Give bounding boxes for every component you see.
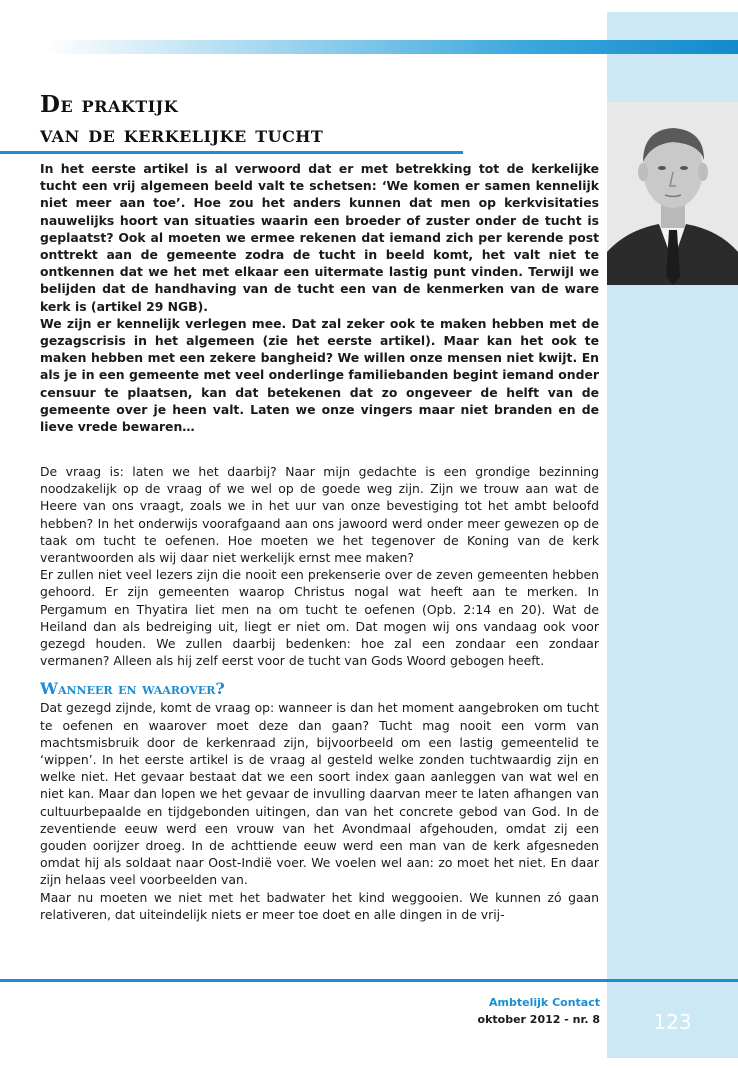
footer xyxy=(478,994,600,1028)
article-body xyxy=(40,463,599,923)
body-paragraph: Maar nu moeten we niet met het badwater het kind weggooien. We kunnen zó gaan relativeren, dat uiteindelijk niets er meer toe doet en alle dingen in de vrij- xyxy=(40,889,599,922)
article-title-line-2: van de kerkelijke tucht xyxy=(40,121,324,148)
lead-paragraph: In het eerste artikel is al verwoord dat er met betrekking tot de kerkelijke tucht een vrij algemeen beeld valt te schetsen: ‘We komen er samen kennelijk niet meer aan toe’. Hoe zou het anders kunnen dat men op kerkvisitaties nauwelijks hoort van situaties waarin een broeder of zuster onder de tucht is geplaatst? Ook al moeten we ermee rekenen dat iemand zich per kerende post onttrekt aan de gemeente zodra de tucht in beeld komt, het valt niet te ontkennen dat we het met elkaar een uitermate lastig punt vinden. Terwijl we belijden dat de handhaving van de tucht een van de kenmerken van de ware kerk is (artikel 29 NGB). xyxy=(40,161,599,314)
section-heading: Wanneer en waarover? xyxy=(40,679,225,699)
issue-info: oktober 2012 - nr. 8 xyxy=(477,1013,600,1026)
title-underline xyxy=(0,151,463,154)
page-number: 123 xyxy=(653,1010,692,1034)
author-photo xyxy=(607,102,738,285)
author-portrait-image xyxy=(607,102,738,285)
article-title-line-1: De praktijk xyxy=(40,91,179,118)
lead-section xyxy=(40,160,599,435)
footer-rule xyxy=(0,979,738,982)
body-paragraph: Er zullen niet veel lezers zijn die nooit een prekenserie over de zeven gemeenten hebben gehoord. Er zijn gemeenten waarop Christus nogal wat heeft aan te merken. In Pergamum en Thyatira liet men na om tucht te oefenen (Opb. 2:14 en 20). Wat de Heiland dan als bedreiging uit, liegt er niet om. Dat mogen wij ons vandaag ook voor gezegd houden. We zullen daarbij bedenken: hoe zal een zondaar een zondaar vermanen? Alleen als hij zelf eerst voor de tucht van Gods Woord gebogen heeft. xyxy=(40,567,599,669)
top-gradient-bar xyxy=(44,40,738,54)
body-paragraph: De vraag is: laten we het daarbij? Naar mijn gedachte is een grondige bezinning noodzakelijk op de vraag of we wel op de goede weg zijn. Zijn we trouw aan wat de Heere van ons vraagt, zoals we in het uur van onze bevestiging tot het ambt beloofd hebben? In het onderwijs voorafgaand aan ons jawoord werd onder meer gewezen op de taak om tucht te oefenen. Hoe moeten we het tegenover de Koning van de kerk verantwoorden als wij daar niet werkelijk ernst mee maken? xyxy=(40,464,599,566)
body-paragraph: Dat gezegd zijnde, komt de vraag op: wanneer is dan het moment aangebroken om tucht te oefenen en waarover moet deze dan gaan? Tucht mag nooit een vorm van machtsmisbruik door de kerkenraad zijn, bijvoorbeeld om een lastig gemeentelid te ‘wippen’. In het eerste artikel is de vraag al gesteld welke zonden tuchtwaardig zijn en welke niet. Het gevaar bestaat dat we een soort index gaan aanleggen van wat wel en niet kan. Maar dan lopen we het gevaar de invulling daarvan meer te laten afhangen van cultuurbepaalde en tijdgebonden uitingen, dan van het concrete gebod van God. In de zeventiende eeuw werd een vrouw van het Avondmaal afgehouden, omdat zij een gouden oorijzer droeg. In de achttiende eeuw werd een man van de kerk afgesneden omdat hij als soldaat naar Oost-Indië voer. We voelen wel aan: zo moet het niet. En daar zijn helaas veel voorbeelden van. xyxy=(40,700,599,888)
lead-paragraph: We zijn er kennelijk verlegen mee. Dat zal zeker ook te maken hebben met de gezagscrisis in het algemeen (zie het eerste artikel). Maar kan het ook te maken hebben met een zekere bangheid? We willen onze mensen niet kwijt. En als je in een gemeente met veel onderlinge familiebanden begint iemand onder censuur te plaatsen, kan dat betekenen dat zo ongeveer de helft van de gemeente over je heen valt. Laten we onze vingers maar niet branden en de lieve vrede bewaren… xyxy=(40,315,599,435)
magazine-name: Ambtelijk Contact xyxy=(489,996,600,1009)
article-title xyxy=(40,90,323,150)
